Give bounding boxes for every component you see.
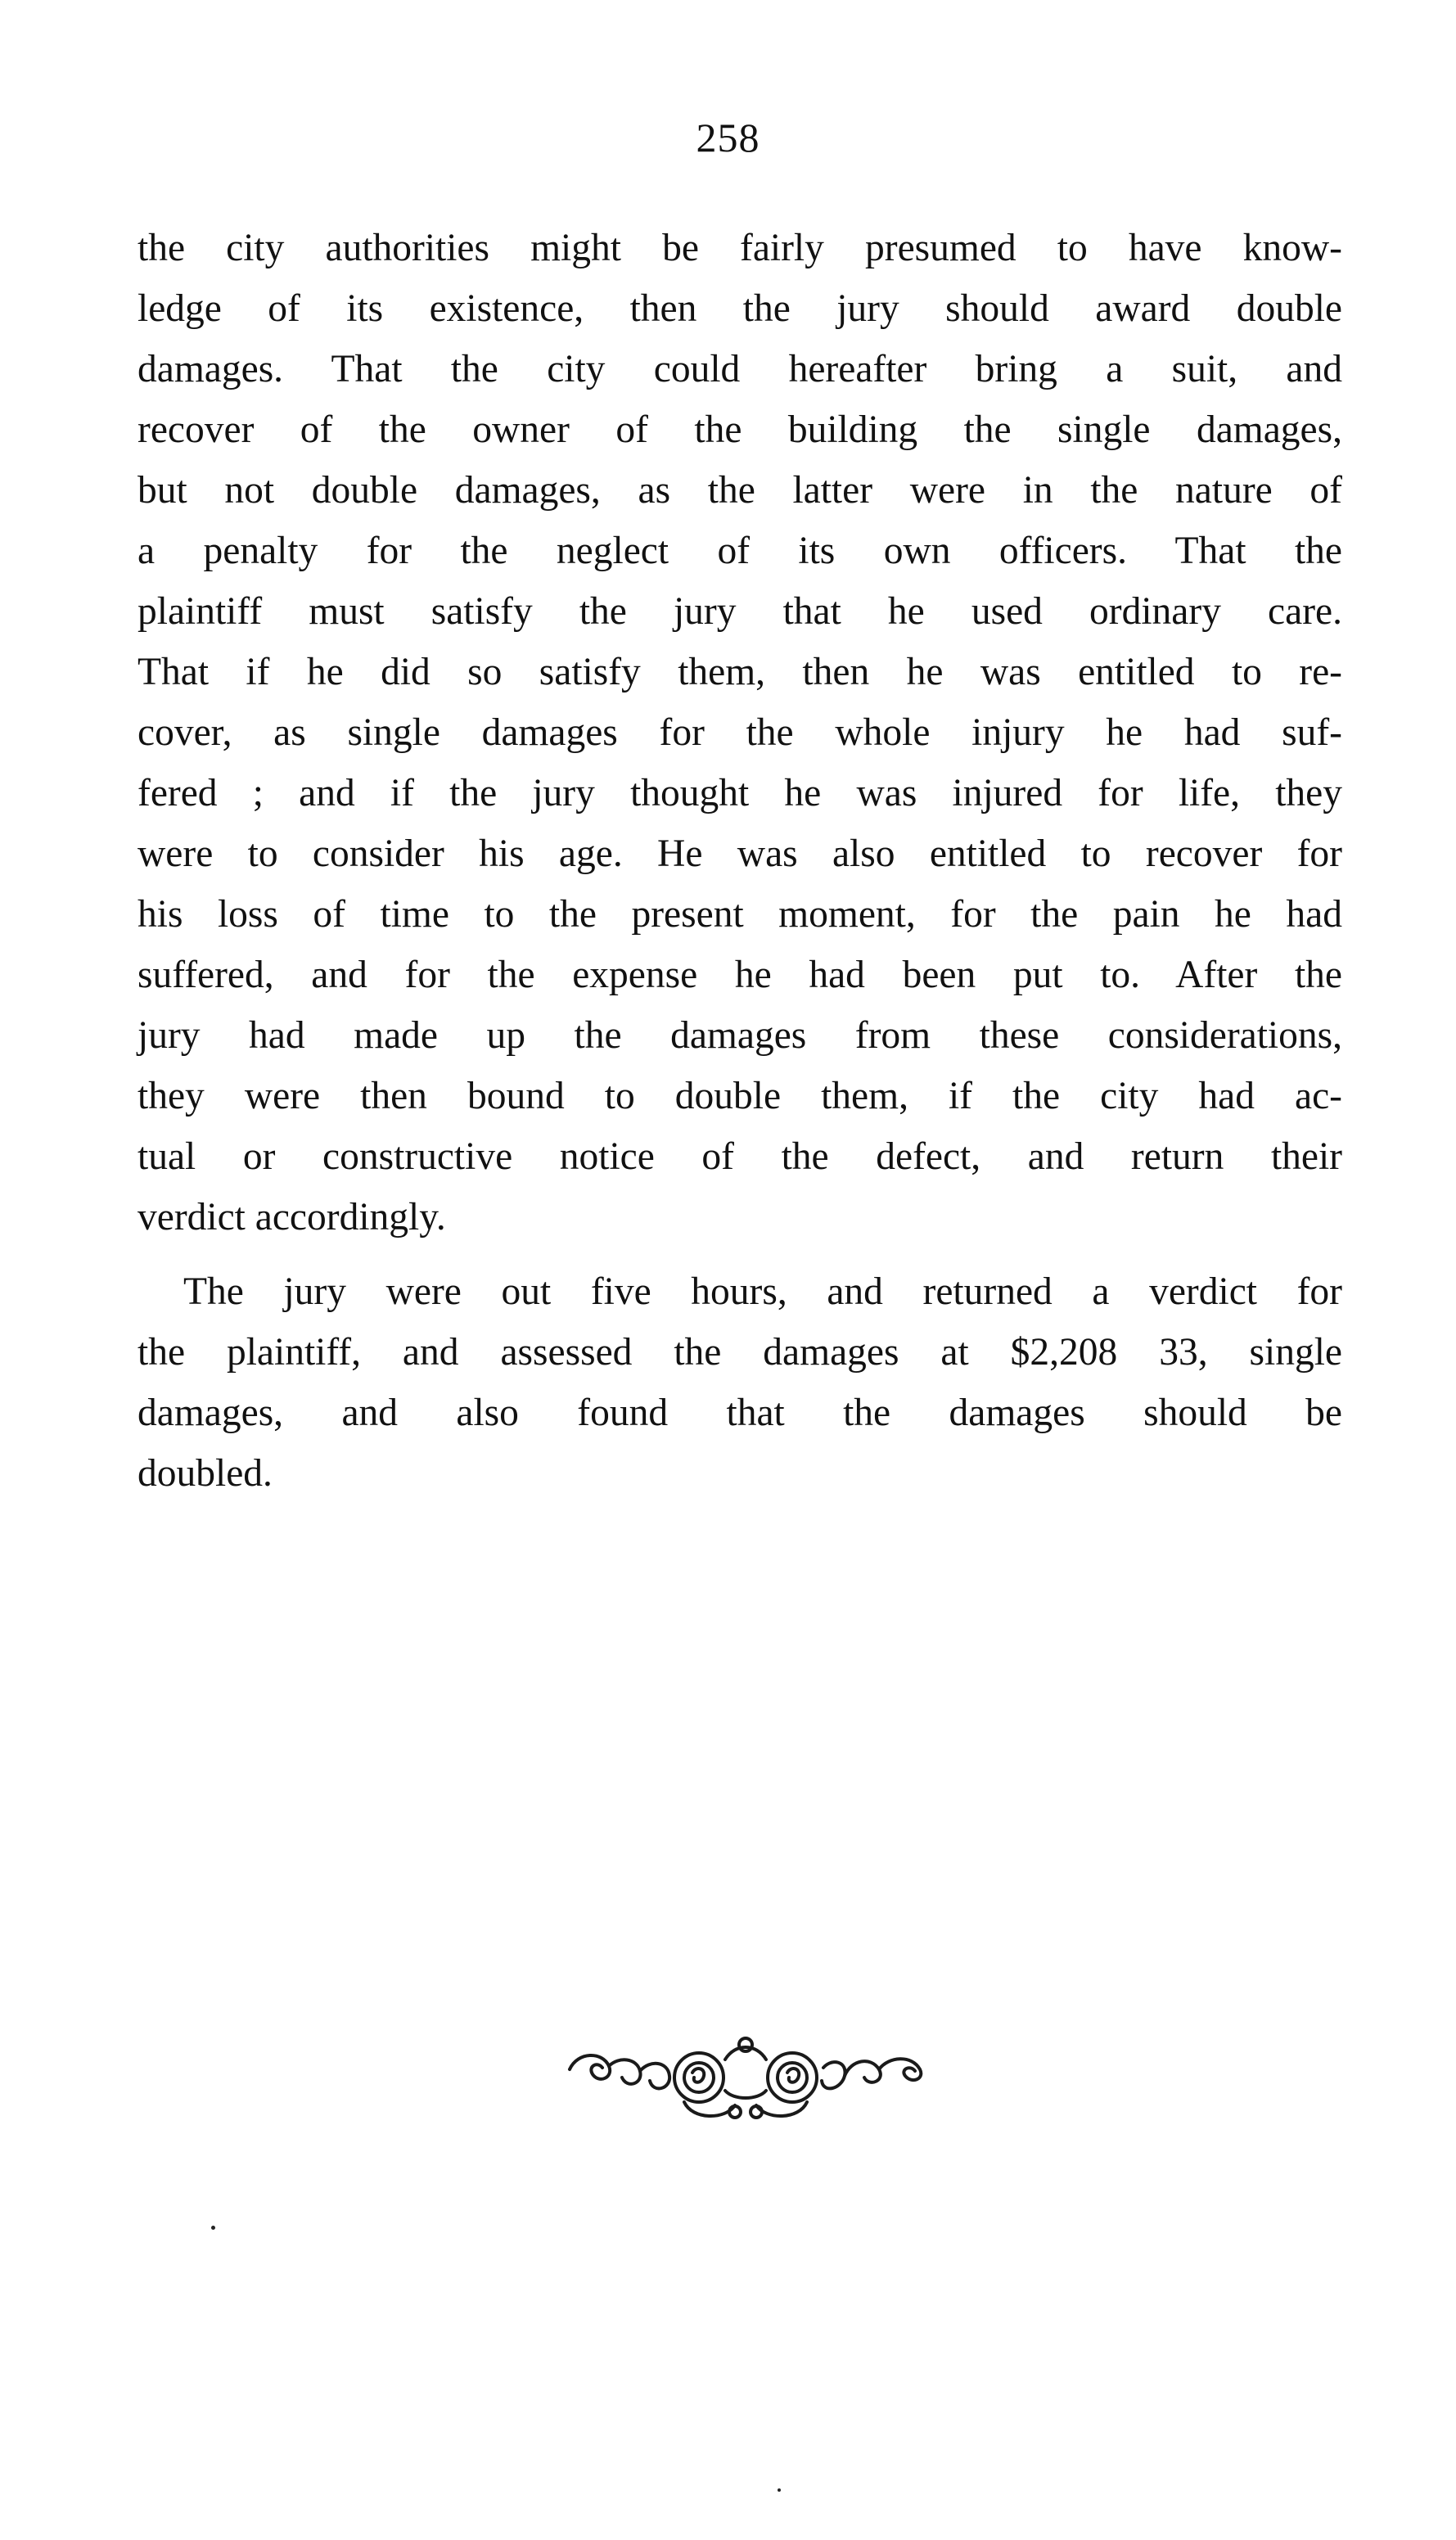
text-line: fered ; and if the jury thought he was injured for life, they <box>137 772 1342 814</box>
page-number: 258 <box>696 115 760 160</box>
text-line: suffered, and for the expense he had been put to. After the <box>137 954 1342 996</box>
text-line: his loss of time to the present moment, for the pain he had <box>137 893 1342 936</box>
text-line: a penalty for the neglect of its own officers. That the <box>137 530 1342 572</box>
text-line: cover, as single damages for the whole injury he had suf- <box>137 711 1342 754</box>
text-line: damages. That the city could hereafter bring a suit, and <box>137 348 1342 390</box>
text-line: were to consider his age. He was also entitled to recover for <box>137 832 1342 875</box>
paragraph-2 <box>137 1261 1342 1504</box>
text-line: tual or constructive notice of the defect, and return their <box>137 1135 1342 1178</box>
text-line: jury had made up the damages from these considerations, <box>137 1014 1342 1057</box>
text-line: doubled. <box>137 1452 273 1495</box>
text-line: That if he did so satisfy them, then he was entitled to re- <box>137 651 1342 693</box>
text-line: recover of the owner of the building the single damages, <box>137 408 1342 451</box>
print-speck <box>211 2226 215 2230</box>
floral-tailpiece-icon <box>561 2027 930 2125</box>
paragraph-1 <box>137 218 1342 1247</box>
text-line: The jury were out five hours, and returned a verdict for <box>183 1270 1342 1313</box>
text-line: the city authorities might be fairly presumed to have know- <box>137 227 1342 269</box>
text-line: but not double damages, as the latter were in the nature of <box>137 469 1342 512</box>
text-line: verdict accordingly. <box>137 1196 446 1238</box>
text-line: the plaintiff, and assessed the damages at $2,208 33, single <box>137 1331 1342 1374</box>
text-line: damages, and also found that the damages should be <box>137 1392 1342 1434</box>
text-line: plaintiff must satisfy the jury that he used ordinary care. <box>137 590 1342 633</box>
print-speck <box>778 2488 781 2492</box>
text-line: they were then bound to double them, if the city had ac- <box>137 1075 1342 1117</box>
text-line: ledge of its existence, then the jury should award double <box>137 287 1342 330</box>
